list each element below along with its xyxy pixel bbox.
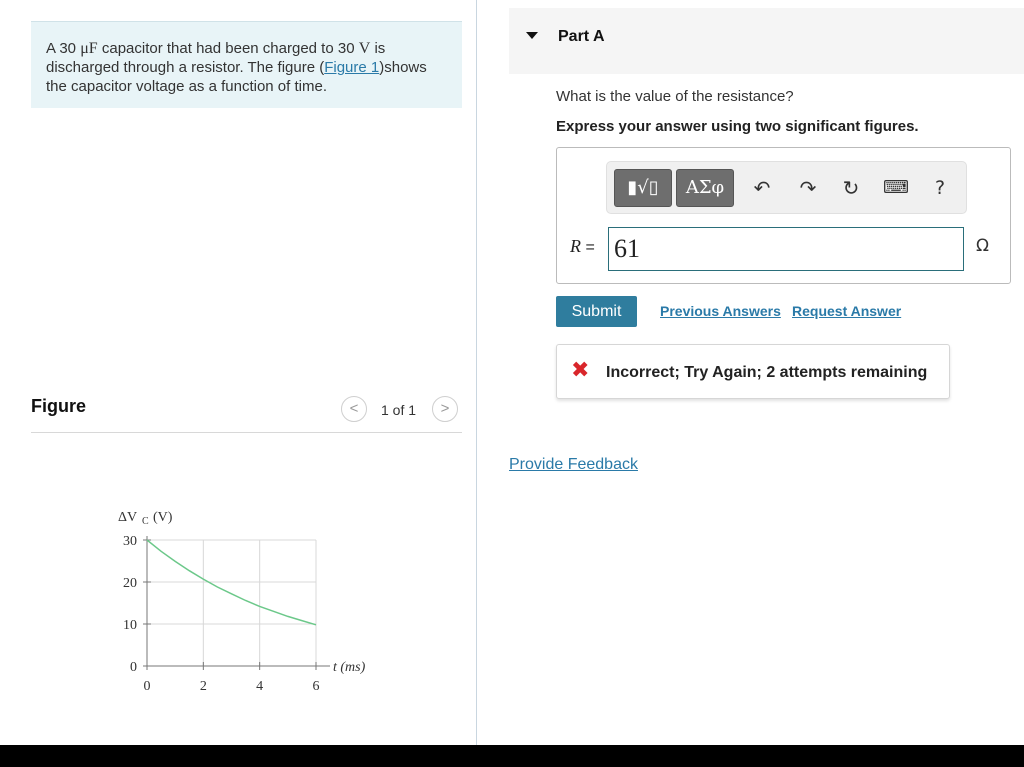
question-text: What is the value of the resistance?: [556, 88, 794, 105]
caret-down-icon[interactable]: [526, 32, 538, 39]
feedback-text: Incorrect; Try Again; 2 attempts remaining: [606, 364, 928, 381]
figure-link[interactable]: Figure 1: [324, 59, 380, 76]
x-tick-label: 6: [312, 679, 320, 694]
y-axis-label-unit: (V): [153, 510, 173, 525]
previous-figure-button[interactable]: [341, 396, 367, 422]
next-figure-button[interactable]: [432, 396, 458, 422]
y-axis-label-main: ΔV: [118, 510, 138, 525]
chart-svg: [100, 500, 400, 700]
x-tick-label: 0: [143, 679, 151, 694]
keyboard-icon[interactable]: ⌨: [883, 177, 909, 198]
figure-page-count: 1 of 1: [381, 402, 417, 418]
left-pane: [0, 0, 477, 745]
help-icon[interactable]: ?: [934, 177, 946, 199]
provide-feedback-link[interactable]: Provide Feedback: [509, 456, 638, 473]
figure-header: [31, 392, 462, 433]
submit-button[interactable]: Submit: [556, 296, 637, 327]
redo-icon[interactable]: ↷: [799, 176, 817, 200]
bottom-bar: [0, 745, 1024, 767]
answer-box: [556, 147, 1011, 284]
answer-unit: Ω: [976, 236, 989, 256]
problem-text-4: )shows the capacitor voltage as a function of time.: [46, 59, 427, 95]
voltage-unit: V: [358, 40, 371, 57]
incorrect-x-icon: ✖: [571, 358, 590, 383]
problem-text-3: is discharged through a resistor. The figure (: [46, 40, 386, 76]
x-axis-label: t (ms): [333, 660, 366, 675]
x-tick-label: 4: [256, 679, 264, 694]
math-toolbar: [606, 161, 967, 214]
undo-icon[interactable]: ↶: [753, 176, 771, 200]
y-tick-label: 0: [130, 660, 137, 675]
previous-answers-link[interactable]: Previous Answers: [660, 303, 781, 319]
x-tick-label: 2: [199, 679, 207, 694]
reset-icon[interactable]: ↻: [842, 176, 860, 200]
chevron-right-icon: >: [440, 400, 450, 417]
part-title: Part A: [558, 28, 605, 45]
answer-variable-label: [570, 236, 595, 257]
templates-button[interactable]: ▮√▯: [614, 169, 672, 207]
voltage-time-chart: [100, 500, 400, 700]
part-header[interactable]: [509, 8, 1024, 74]
answer-variable: R: [570, 236, 581, 256]
problem-statement: [31, 21, 462, 108]
problem-text-2: capacitor that had been charged to 30: [97, 40, 359, 57]
y-tick-label: 10: [123, 618, 137, 633]
y-axis-label-sub: C: [142, 516, 149, 527]
chevron-left-icon: <: [349, 400, 359, 417]
capacitance-unit: μF: [80, 40, 98, 57]
feedback-message-box: [556, 344, 950, 399]
symbols-button[interactable]: ΑΣφ: [676, 169, 734, 207]
answer-input[interactable]: 61: [608, 227, 964, 271]
y-tick-label: 20: [123, 576, 137, 591]
answer-equals: =: [581, 239, 595, 256]
y-tick-label: 30: [123, 534, 137, 549]
instruction-text: Express your answer using two significant figures.: [556, 118, 919, 135]
figure-title: Figure: [31, 396, 87, 416]
problem-text-1: A 30: [46, 40, 81, 57]
request-answer-link[interactable]: Request Answer: [792, 303, 902, 319]
